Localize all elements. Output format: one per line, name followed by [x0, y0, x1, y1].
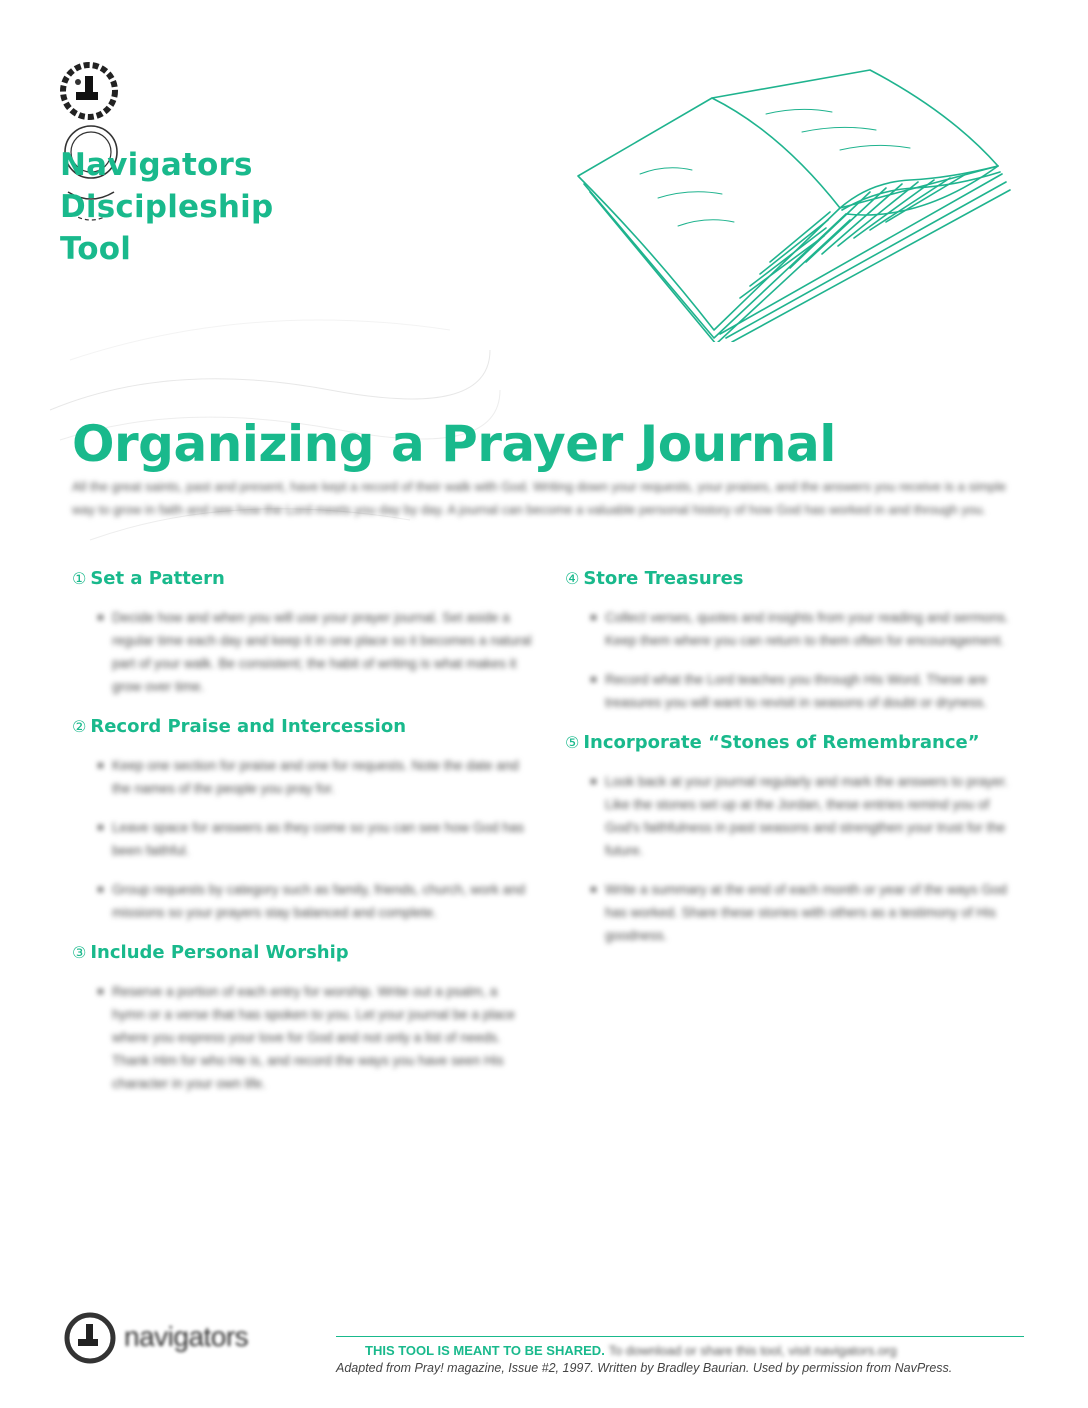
- section-heading-label: Include Personal Worship: [90, 942, 349, 963]
- section-store-treasures: [565, 566, 1025, 714]
- section-number: ①: [72, 569, 87, 588]
- section-heading: [72, 566, 532, 592]
- list-item: Leave space for answers as they come so you can see how God has been faithful.: [98, 816, 532, 862]
- list-item: Collect verses, quotes and insights from your reading and sermons. Keep them where you can return to them often for encouragement.: [591, 606, 1025, 652]
- section-stones-of-remembrance: [565, 730, 1025, 947]
- bullet-list: [72, 980, 532, 1095]
- share-label: THIS TOOL IS MEANT TO BE SHARED.: [365, 1343, 605, 1358]
- open-book-illustration-icon: [570, 62, 1020, 342]
- navigators-logo-icon: [62, 1310, 118, 1366]
- section-number: ⑤: [565, 733, 580, 752]
- list-item: Group requests by category such as family, friends, church, work and missions so your prayers stay balanced and complete.: [98, 878, 532, 924]
- list-item: Reserve a portion of each entry for worship. Write out a psalm, a hymn or a verse that has spoken to you. Let your journal be a place where you express your love for God and not only a list of needs. Thank Him for who He is, and record the ways you have seen His character in your own life.: [98, 980, 532, 1095]
- section-number: ②: [72, 717, 87, 736]
- left-column: [72, 566, 532, 1111]
- section-set-a-pattern: [72, 566, 532, 698]
- section-heading-label: Set a Pattern: [90, 568, 225, 589]
- section-heading: [72, 940, 532, 966]
- brand-title-line: Navigators: [60, 147, 253, 183]
- section-number: ④: [565, 569, 580, 588]
- section-heading: [72, 714, 532, 740]
- section-heading: [565, 566, 1025, 592]
- right-column: [565, 566, 1025, 963]
- footer-credit: Adapted from Pray! magazine, Issue #2, 1997. Written by Bradley Baurian. Used by permission from NavPress.: [336, 1361, 953, 1375]
- list-item: Write a summary at the end of each month or year of the ways God has worked. Share these stories with others as a testimony of His goodness.: [591, 878, 1025, 947]
- list-item: Decide how and when you will use your prayer journal. Set aside a regular time each day and keep it in one place so it becomes a natural part of your walk. Be consistent; the habit of writing is what makes it grow over time.: [98, 606, 532, 698]
- bullet-list: [565, 770, 1025, 947]
- bullet-list: [72, 754, 532, 924]
- section-heading-label: Record Praise and Intercession: [90, 716, 407, 737]
- page-title: Organizing a Prayer Journal: [72, 414, 836, 473]
- list-item: Record what the Lord teaches you through His Word. These are treasures you will want to revisit in seasons of doubt or dryness.: [591, 668, 1025, 714]
- navigators-logo-icon: [58, 60, 120, 122]
- brand-title-line: Tool: [60, 231, 132, 267]
- section-heading: [565, 730, 1025, 756]
- footer-logo-wordmark: navigators: [124, 1321, 249, 1352]
- section-heading-label: Incorporate “Stones of Remembrance”: [583, 732, 980, 753]
- section-record-praise-and-intercession: [72, 714, 532, 924]
- footer-logo: [62, 1308, 282, 1368]
- share-text: To download or share this tool, visit navigators.org: [608, 1343, 897, 1358]
- brand-title-line: Discipleship: [60, 189, 274, 225]
- footer-share-line: [365, 1342, 1025, 1360]
- list-item: Look back at your journal regularly and mark the answers to prayer. Like the stones set up at the Jordan, these entries remind you of God's faithfulness in past seasons and strengthen your trust for the future.: [591, 770, 1025, 862]
- bullet-list: [72, 606, 532, 698]
- footer-divider: [336, 1336, 1024, 1337]
- section-number: ③: [72, 943, 87, 962]
- bullet-list: [565, 606, 1025, 714]
- section-include-personal-worship: [72, 940, 532, 1095]
- section-heading-label: Store Treasures: [583, 568, 744, 589]
- list-item: Keep one section for praise and one for requests. Note the date and the names of the people you pray for.: [98, 754, 532, 800]
- intro-paragraph: All the great saints, past and present, have kept a record of their walk with God. Writing down your requests, your praises, and the answers you receive is a simple way to grow in faith and see how the Lord meets you day by day. A journal can become a valuable personal history of how God has worked in and through you.: [72, 479, 1007, 517]
